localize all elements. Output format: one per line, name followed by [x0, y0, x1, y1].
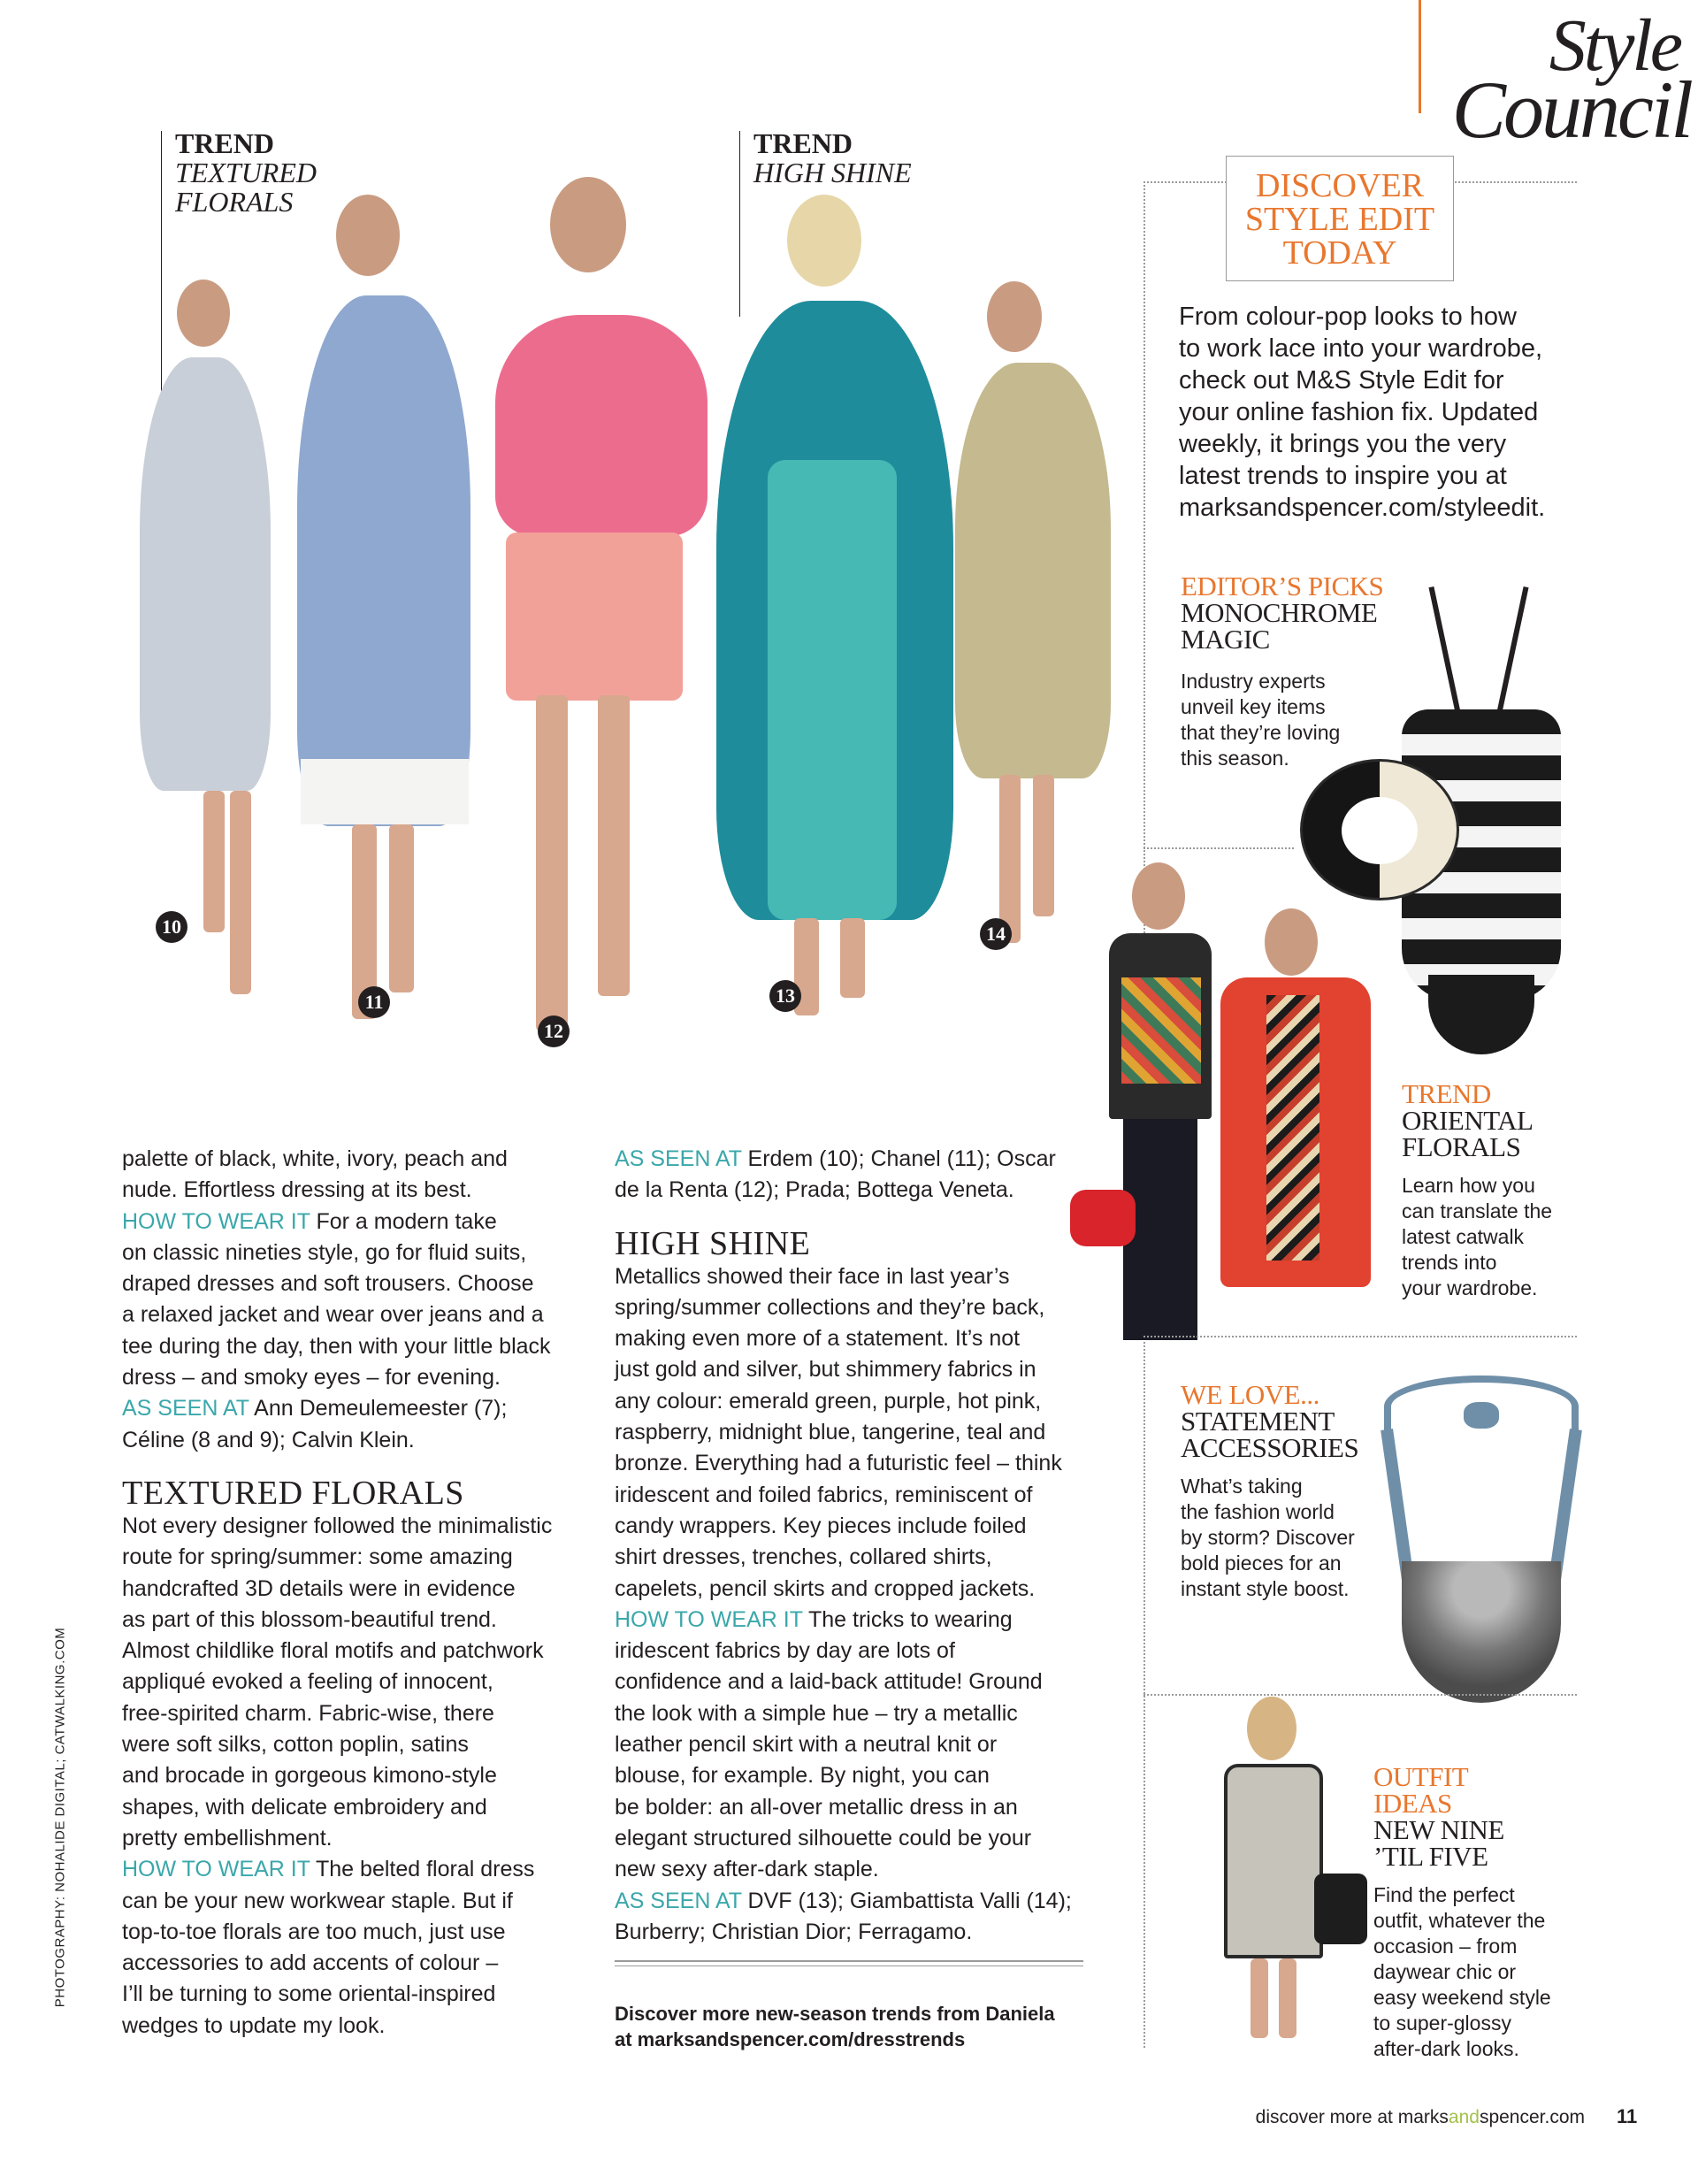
text-line: check out M&S Style Edit for	[1179, 366, 1504, 395]
text-line: appliqué evoked a feeling of innocent,	[122, 1669, 493, 1695]
text-line: Metallics showed their face in last year’s	[615, 1263, 1010, 1289]
sidebar-rule	[1143, 1336, 1577, 1337]
text-line: marksandspencer.com/styleedit.	[1179, 494, 1546, 522]
text-line: raspberry, midnight blue, tangerine, teal and	[615, 1420, 1046, 1445]
model-12-top	[495, 315, 708, 536]
cta-rule	[615, 1960, 1083, 1962]
text-line: can be your new workwear staple. But if	[122, 1888, 513, 1913]
necklace-bow	[1464, 1402, 1499, 1429]
text-line: I’ll be turning to some oriental-inspired	[122, 1981, 496, 2007]
masthead-line1: Style	[1549, 4, 1680, 87]
how-to-wear-label: HOW TO WEAR IT	[615, 1606, 803, 1632]
column-2	[615, 1144, 1097, 1948]
model-12-shorts	[506, 533, 683, 701]
text-line: your online fashion fix. Updated	[1179, 398, 1539, 426]
model-head	[336, 195, 400, 276]
text-line: elegant structured silhouette could be your	[615, 1825, 1032, 1851]
necklace-jewels	[1402, 1561, 1561, 1703]
text-line: accessories to add accents of colour –	[122, 1950, 499, 1976]
discover-line: STYLE EDIT	[1244, 201, 1435, 238]
discover-line: TODAY	[1282, 234, 1397, 272]
text-line: The belted floral dress	[310, 1857, 535, 1882]
model-head	[550, 177, 626, 272]
text-line: iridescent fabrics by day are lots of	[615, 1638, 955, 1664]
column-1	[122, 1144, 600, 2042]
text-line: capelets, pencil skirts and cropped jackets.	[615, 1575, 1036, 1601]
welove-title: STATEMENT	[1181, 1406, 1335, 1437]
text-line: wedges to update my look.	[122, 2012, 386, 2038]
welove-title: ACCESSORIES	[1181, 1432, 1359, 1463]
page-number: 11	[1617, 2105, 1638, 2127]
text-line: dress – and smoky eyes – for evening.	[122, 1365, 501, 1391]
text-line: new sexy after-dark staple.	[615, 1857, 879, 1882]
footer	[1231, 2107, 1585, 2128]
look-number-11: 11	[358, 986, 390, 1018]
text-line: be bolder: an all-over metallic dress in an	[615, 1794, 1018, 1820]
text-line: blouse, for example. By night, you can	[615, 1763, 990, 1789]
black-bag	[1314, 1874, 1367, 1944]
text-line: to work lace into your wardrobe,	[1179, 334, 1543, 363]
outfit-ideas-image	[1166, 1688, 1378, 2042]
as-seen-at-label: AS SEEN AT	[615, 1888, 742, 1913]
model-leg	[203, 791, 225, 932]
outfit-title: NEW NINE	[1373, 1814, 1504, 1845]
model-leg	[536, 695, 568, 1031]
discover-text	[1179, 301, 1603, 524]
text-line: From colour-pop looks to how	[1179, 303, 1517, 331]
text-line: by storm? Discover	[1181, 1526, 1355, 1549]
how-to-wear-label: HOW TO WEAR IT	[122, 1208, 310, 1234]
as-seen-at-label: AS SEEN AT	[615, 1146, 742, 1171]
text-line: unveil key items	[1181, 695, 1326, 718]
swimsuit-strap	[1428, 586, 1461, 717]
text-line: DVF (13); Giambattista Valli (14);	[741, 1888, 1072, 1913]
model-10-dress	[140, 357, 271, 791]
editors-kicker: EDITOR’S PICKS	[1181, 571, 1384, 602]
statement-necklace-image	[1375, 1367, 1587, 1712]
outfit-ideas	[1373, 1761, 1568, 2062]
text-line: Not every designer followed the minimalistic	[122, 1513, 553, 1538]
masthead-line2: Council	[1451, 64, 1691, 155]
outfit-title: ’TIL FIVE	[1373, 1841, 1488, 1872]
section-heading: HIGH SHINE	[615, 1224, 811, 1262]
text-line: shirt dresses, trenches, collared shirts,	[615, 1544, 992, 1570]
text-line: outfit, whatever the	[1373, 1909, 1546, 1932]
text-line: candy wrappers. Key pieces include foiled	[615, 1513, 1027, 1538]
model-leg	[389, 824, 414, 992]
model-head	[787, 195, 861, 287]
footer-prefix: discover more at marks	[1255, 2107, 1449, 2127]
text-line: can translate the	[1402, 1199, 1553, 1222]
outfit-kicker: IDEAS	[1373, 1788, 1452, 1819]
discover-style-edit-box	[1226, 156, 1454, 281]
text-line: latest catwalk	[1402, 1225, 1525, 1248]
model-head	[1132, 862, 1185, 930]
model-leg	[1033, 775, 1054, 916]
model-leg	[230, 791, 251, 994]
sidebar-rule	[1143, 847, 1294, 849]
text-line: tee during the day, then with your little black	[122, 1333, 551, 1359]
model-head	[177, 280, 230, 347]
text-line: were soft silks, cotton poplin, satins	[122, 1732, 469, 1758]
text-line: that they’re loving	[1181, 721, 1341, 744]
text-line: Erdem (10); Chanel (11); Oscar	[741, 1146, 1056, 1171]
oriental-title: FLORALS	[1402, 1131, 1521, 1162]
model-blouse-print	[1121, 977, 1201, 1084]
text-line: to super-glossy	[1373, 2012, 1511, 2035]
model-leg	[1251, 1958, 1268, 2038]
masthead-rule	[1419, 0, 1421, 113]
text-line: weekly, it brings you the very	[1179, 430, 1507, 458]
text-line: the fashion world	[1181, 1500, 1335, 1523]
text-line: this season.	[1181, 747, 1289, 770]
text-line: top-to-toe florals are too much, just use	[122, 1919, 506, 1944]
text-line: The tricks to wearing	[802, 1606, 1013, 1632]
trend-title-line2: FLORALS	[175, 186, 294, 218]
section-heading: TEXTURED FLORALS	[122, 1474, 464, 1512]
text-line: any colour: emerald green, purple, hot pink,	[615, 1388, 1042, 1414]
oriental-florals-image	[1070, 854, 1406, 1349]
as-seen-at-label: AS SEEN AT	[122, 1396, 249, 1422]
editors-title: MONOCHROME	[1181, 597, 1378, 628]
model-11-hem	[301, 759, 469, 824]
model-14-dress	[955, 363, 1111, 778]
swimsuit-bottom	[1428, 975, 1534, 1054]
text-line: For a modern take	[310, 1208, 497, 1234]
model-leg	[999, 775, 1021, 943]
cta-block	[615, 2001, 1097, 2052]
text-line: leather pencil skirt with a neutral knit or	[615, 1732, 998, 1758]
text-line: Burberry; Christian Dior; Ferragamo.	[615, 1919, 973, 1944]
model-leg	[840, 918, 865, 998]
text-line: iridescent and foiled fabrics, reminiscent of	[615, 1482, 1033, 1507]
red-bag	[1070, 1190, 1136, 1246]
trend-kicker: TREND	[753, 127, 853, 159]
text-line: easy weekend style	[1373, 1986, 1551, 2009]
trend-title-line1: TEXTURED	[175, 157, 317, 188]
text-line: bronze. Everything had a futuristic feel – think	[615, 1451, 1062, 1476]
trend-title-line1: HIGH SHINE	[753, 157, 912, 188]
text-line: route for spring/summer: some amazing	[122, 1544, 513, 1570]
discover-line: DISCOVER	[1255, 167, 1425, 204]
oriental-title: ORIENTAL	[1402, 1105, 1534, 1136]
text-line: daywear chic or	[1373, 1960, 1517, 1983]
text-line: occasion – from	[1373, 1935, 1518, 1958]
text-line: Industry experts	[1181, 670, 1326, 693]
text-line: handcrafted 3D details were in evidence	[122, 1575, 516, 1601]
how-to-wear-label: HOW TO WEAR IT	[122, 1857, 310, 1882]
model-11-dress	[297, 295, 470, 826]
text-line: free-spirited charm. Fabric-wise, there	[122, 1700, 494, 1726]
outfit-kicker: OUTFIT	[1373, 1761, 1469, 1792]
text-line: bold pieces for an	[1181, 1552, 1342, 1575]
text-line: de la Renta (12); Prada; Bottega Veneta.	[615, 1177, 1014, 1203]
model-leg	[598, 695, 630, 996]
text-line: shapes, with delicate embroidery and	[122, 1794, 487, 1820]
look-number-10: 10	[156, 911, 187, 943]
text-line: Céline (8 and 9); Calvin Klein.	[122, 1427, 415, 1452]
text-line: making even more of a statement. It’s not	[615, 1326, 1021, 1352]
text-line: your wardrobe.	[1402, 1276, 1538, 1299]
text-line: after-dark looks.	[1373, 2037, 1519, 2060]
look-number-12: 12	[538, 1015, 570, 1047]
model-head	[987, 281, 1042, 352]
text-line: palette of black, white, ivory, peach and	[122, 1146, 508, 1171]
text-line: confidence and a laid-back attitude! Ground	[615, 1669, 1043, 1695]
model-leg	[1279, 1958, 1296, 2038]
text-line: Learn how you	[1402, 1174, 1535, 1197]
text-line: Almost childlike floral motifs and patchwork	[122, 1638, 544, 1664]
footer-suffix: spencer.com	[1479, 2107, 1585, 2127]
text-line: draped dresses and soft trousers. Choose	[122, 1271, 534, 1297]
text-line: a relaxed jacket and wear over jeans and a	[122, 1302, 544, 1328]
text-line: just gold and silver, but shimmery fabrics in	[615, 1357, 1036, 1383]
cta-line: Discover more new-season trends from Daniela	[615, 2003, 1055, 2025]
text-line: nude. Effortless dressing at its best.	[122, 1177, 472, 1203]
cta-line: at marksandspencer.com/dresstrends	[615, 2028, 966, 2050]
trend-kicker: TREND	[175, 127, 275, 159]
text-line: and brocade in gorgeous kimono-style	[122, 1763, 497, 1789]
photo-credit: PHOTOGRAPHY: NOHALIDE DIGITAL; CATWALKING.COM	[52, 1627, 68, 2008]
editors-picks	[1181, 573, 1411, 771]
text-line: Ann Demeulemeester (7);	[249, 1396, 508, 1422]
masthead-logo	[1426, 4, 1691, 155]
text-line: What’s taking	[1181, 1475, 1303, 1498]
text-line: on classic nineties style, go for fluid suits,	[122, 1239, 527, 1265]
look-number-13: 13	[769, 980, 801, 1012]
swimsuit-strap	[1495, 586, 1528, 717]
editors-title: MAGIC	[1181, 624, 1270, 655]
welove-kicker: WE LOVE...	[1181, 1379, 1319, 1410]
text-line: pretty embellishment.	[122, 1825, 333, 1851]
text-line: as part of this blossom-beautiful trend.	[122, 1606, 497, 1632]
text-line: latest trends to inspire you at	[1179, 462, 1507, 490]
model-head	[1265, 908, 1318, 976]
text-line: spring/summer collections and they’re back,	[615, 1294, 1045, 1320]
text-line: Find the perfect	[1373, 1883, 1515, 1906]
model-head	[1247, 1697, 1296, 1760]
text-line: the look with a simple hue – try a metallic	[615, 1700, 1018, 1726]
text-line: trends into	[1402, 1251, 1497, 1274]
model-tweed-dress	[1224, 1764, 1323, 1958]
model-print-dress	[1266, 995, 1319, 1261]
model-13-trousers	[768, 460, 897, 920]
text-line: instant style boost.	[1181, 1577, 1350, 1600]
oriental-kicker: TREND	[1402, 1078, 1491, 1109]
look-number-14: 14	[980, 918, 1012, 950]
footer-and: and	[1448, 2107, 1480, 2127]
oriental-florals	[1402, 1078, 1579, 1301]
